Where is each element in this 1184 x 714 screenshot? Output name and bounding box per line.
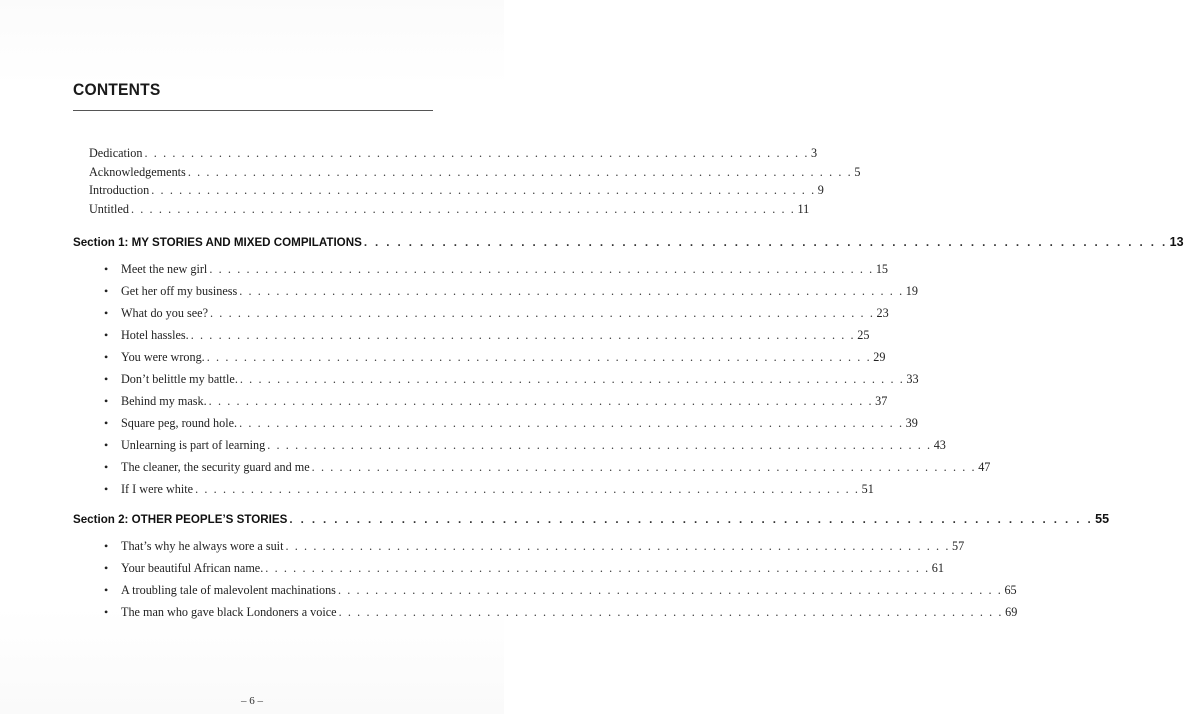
entry-page-number: 9 — [817, 183, 824, 197]
dot-leader: . . . . . . . . . . . . . . . . . . . . . . . . . . . . . . . . . . . . . . . . . . . . . . . . . . . . . . . . . . . . . . . . . . . . . . . . — [151, 183, 816, 197]
toc-list-item — [104, 561, 944, 576]
bullet-icon: • — [104, 561, 109, 575]
section-heading — [73, 512, 1110, 526]
toc-list-item — [104, 350, 886, 365]
entry-page-number: 23 — [876, 306, 889, 320]
section-title: Section 1: MY STORIES AND MIXED COMPILATIONS — [73, 236, 362, 249]
bullet-icon: • — [104, 350, 109, 364]
entry-title: What do you see? — [121, 306, 208, 320]
dot-leader: . . . . . . . . . . . . . . . . . . . . . . . . . . . . . . . . . . . . . . . . . . . . . . . . . . . . . . . . . . . . . . . . . . . . . . . . — [144, 146, 809, 160]
toc-list-item — [104, 306, 889, 321]
entry-title: The man who gave black Londoners a voice — [121, 605, 337, 619]
section-page-number: 13 — [1169, 235, 1184, 249]
entry-title: Don’t belittle my battle. — [121, 372, 238, 386]
bullet-icon: • — [104, 284, 109, 298]
entry-page-number: 5 — [854, 165, 861, 179]
toc-list-item — [104, 284, 918, 299]
toc-list-item — [104, 539, 965, 554]
section-title: Section 2: OTHER PEOPLE’S STORIES — [73, 513, 288, 526]
entry-title: Dedication — [89, 146, 143, 160]
dot-leader: . . . . . . . . . . . . . . . . . . . . . . . . . . . . . . . . . . . . . . . . . . . . . . . . . . . . . . . . . . . . . . . . . . . . . . . . — [265, 561, 930, 575]
contents-heading: CONTENTS — [73, 80, 161, 99]
entry-page-number: 43 — [933, 438, 946, 452]
entry-page-number: 65 — [1004, 583, 1017, 597]
entry-title: That’s why he always wore a suit — [121, 539, 284, 553]
entry-page-number: 33 — [906, 372, 919, 386]
toc-list-item — [104, 583, 1017, 598]
toc-list-item — [104, 416, 918, 431]
toc-entry — [89, 202, 810, 217]
heading-rule — [73, 110, 433, 111]
section-heading — [73, 235, 1184, 249]
bullet-icon: • — [104, 438, 109, 452]
entry-title: A troubling tale of malevolent machinations — [121, 583, 336, 597]
entry-title: Square peg, round hole. — [121, 416, 238, 430]
section-page-number: 55 — [1095, 512, 1110, 526]
toc-list-item — [104, 438, 946, 453]
entry-title: Introduction — [89, 183, 150, 197]
bullet-icon: • — [104, 460, 109, 474]
entry-page-number: 47 — [978, 460, 991, 474]
entry-page-number: 19 — [905, 284, 918, 298]
page-number-footer: – 6 – — [241, 695, 263, 707]
bullet-icon: • — [104, 262, 109, 276]
dot-leader: . . . . . . . . . . . . . . . . . . . . . . . . . . . . . . . . . . . . . . . . . . . . . . . . . . . . . . . . . . . . . . . . . . . . . . . . — [209, 306, 875, 320]
toc-list-item — [104, 262, 889, 277]
toc-list-item — [104, 482, 874, 497]
dot-leader: . . . . . . . . . . . . . . . . . . . . . . . . . . . . . . . . . . . . . . . . . . . . . . . . . . . . . . . . . . . . . . . . . . . . . . . . — [337, 583, 1003, 597]
entry-page-number: 57 — [951, 539, 965, 553]
dot-leader: . . . . . . . . . . . . . . . . . . . . . . . . . . . . . . . . . . . . . . . . . . . . . . . . . . . . . . . . . . . . . . . . . . . . . . . . — [209, 262, 874, 276]
dot-leader: . . . . . . . . . . . . . . . . . . . . . . . . . . . . . . . . . . . . . . . . . . . . . . . . . . . . . . . . . . . . . . . . . . . . . . . . — [285, 539, 950, 553]
dot-leader: . . . . . . . . . . . . . . . . . . . . . . . . . . . . . . . . . . . . . . . . . . . . . . . . . . . . . . . . . . . . . . . . . . . . . . . . — [267, 438, 932, 452]
dot-leader: . . . . . . . . . . . . . . . . . . . . . . . . . . . . . . . . . . . . . . . . . . . . . . . . . . . . . . . . . . . . . . . . . . . . . . . . — [206, 350, 872, 364]
entry-title: Meet the new girl — [121, 262, 208, 276]
entry-title: The cleaner, the security guard and me — [121, 460, 310, 474]
dot-leader: . . . . . . . . . . . . . . . . . . . . . . . . . . . . . . . . . . . . . . . . . . . . . . . . . . . . . . . . . . . . . . . . . . . . . . . . — [187, 165, 853, 179]
dot-leader: . . . . . . . . . . . . . . . . . . . . . . . . . . . . . . . . . . . . . . . . . . . . . . . . . . . . . . . . . . . . . . . . . . . . . . . . — [239, 372, 905, 386]
entry-title: Untitled — [89, 202, 129, 216]
entry-title: Acknowledgements — [89, 165, 186, 179]
bullet-icon: • — [104, 306, 109, 320]
toc-entry — [89, 165, 861, 180]
dot-leader: . . . . . . . . . . . . . . . . . . . . . . . . . . . . . . . . . . . . . . . . . . . . . . . . . . . . . . . . . . . . . . . . . . . . . . . . — [363, 236, 1168, 249]
bullet-icon: • — [104, 394, 109, 408]
entry-title: Your beautiful African name. — [121, 561, 264, 575]
toc-list-item — [104, 372, 919, 387]
entry-page-number: 37 — [875, 394, 888, 408]
entry-title: Hotel hassles. — [121, 328, 189, 342]
dot-leader: . . . . . . . . . . . . . . . . . . . . . . . . . . . . . . . . . . . . . . . . . . . . . . . . . . . . . . . . . . . . . . . . . . . . . . . . — [311, 460, 977, 474]
entry-title: Get her off my business — [121, 284, 238, 298]
dot-leader: . . . . . . . . . . . . . . . . . . . . . . . . . . . . . . . . . . . . . . . . . . . . . . . . . . . . . . . . . . . . . . . . . . . . . . . . — [239, 284, 904, 298]
entry-page-number: 39 — [905, 416, 918, 430]
entry-page-number: 15 — [875, 262, 889, 276]
entry-page-number: 29 — [873, 350, 886, 364]
entry-title: Behind my mask. — [121, 394, 207, 408]
entry-page-number: 61 — [931, 561, 944, 575]
toc-list-item — [104, 394, 888, 409]
dot-leader: . . . . . . . . . . . . . . . . . . . . . . . . . . . . . . . . . . . . . . . . . . . . . . . . . . . . . . . . . . . . . . . . . . . . . . . . — [130, 202, 796, 216]
dot-leader: . . . . . . . . . . . . . . . . . . . . . . . . . . . . . . . . . . . . . . . . . . . . . . . . . . . . . . . . . . . . . . . . . . . . . . . . — [289, 513, 1094, 526]
dot-leader: . . . . . . . . . . . . . . . . . . . . . . . . . . . . . . . . . . . . . . . . . . . . . . . . . . . . . . . . . . . . . . . . . . . . . . . . — [208, 394, 874, 408]
bullet-icon: • — [104, 372, 109, 386]
dot-leader: . . . . . . . . . . . . . . . . . . . . . . . . . . . . . . . . . . . . . . . . . . . . . . . . . . . . . . . . . . . . . . . . . . . . . . . . — [190, 328, 856, 342]
entry-page-number: 3 — [811, 146, 818, 160]
bullet-icon: • — [104, 482, 109, 496]
entry-title: If I were white — [121, 482, 194, 496]
toc-entry — [89, 146, 818, 161]
entry-page-number: 51 — [861, 482, 874, 496]
entry-title: Unlearning is part of learning — [121, 438, 266, 452]
dot-leader: . . . . . . . . . . . . . . . . . . . . . . . . . . . . . . . . . . . . . . . . . . . . . . . . . . . . . . . . . . . . . . . . . . . . . . . . — [239, 416, 904, 430]
entry-title: You were wrong. — [121, 350, 205, 364]
bullet-icon: • — [104, 539, 109, 553]
entry-page-number: 11 — [797, 202, 810, 216]
toc-list-item — [104, 460, 991, 475]
entry-page-number: 69 — [1005, 605, 1018, 619]
toc-list-item — [104, 605, 1018, 620]
toc-entry — [89, 183, 824, 198]
bullet-icon: • — [104, 605, 109, 619]
bullet-icon: • — [104, 328, 109, 342]
dot-leader: . . . . . . . . . . . . . . . . . . . . . . . . . . . . . . . . . . . . . . . . . . . . . . . . . . . . . . . . . . . . . . . . . . . . . . . . — [195, 482, 860, 496]
bullet-icon: • — [104, 583, 109, 597]
entry-page-number: 25 — [857, 328, 870, 342]
dot-leader: . . . . . . . . . . . . . . . . . . . . . . . . . . . . . . . . . . . . . . . . . . . . . . . . . . . . . . . . . . . . . . . . . . . . . . . . — [338, 605, 1004, 619]
bullet-icon: • — [104, 416, 109, 430]
toc-list-item — [104, 328, 870, 343]
